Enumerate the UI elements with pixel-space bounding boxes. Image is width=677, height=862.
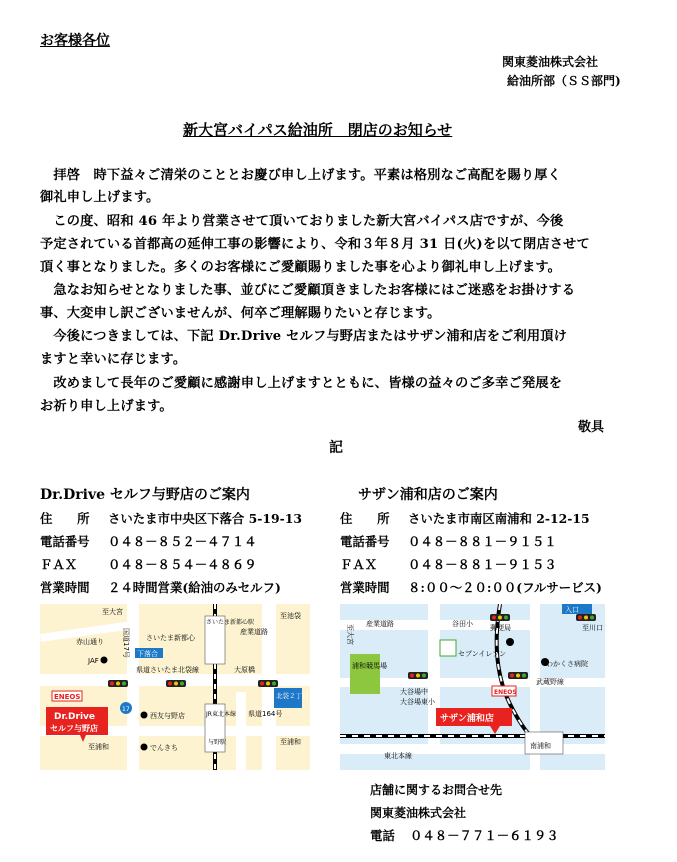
map-label: JR東北本線 [206, 711, 236, 718]
map-label: 県道さいたま北袋線 [136, 666, 199, 674]
store-right-heading: サザン浦和店のご案内 [358, 487, 498, 503]
map-label: 県道164号 [248, 710, 283, 718]
map-label: 大谷場中 [400, 688, 428, 696]
store-left-tel-row [40, 532, 257, 550]
map-label: 産業道路 [240, 628, 268, 636]
body-line: 頂く事となりました。多くのお客様にご愛顧賜りました事を心より御礼申し上げます。 [40, 260, 562, 275]
map-right-svg [340, 604, 605, 770]
contact-tel-label: 電話 [370, 828, 395, 843]
map-label: 北袋２丁目 [276, 692, 309, 700]
map-label: 至池袋 [280, 612, 301, 620]
hours-label: 営業時間 [40, 580, 90, 595]
map-label: 国道17号 [122, 628, 130, 658]
map-label: ENEOS [54, 693, 81, 701]
store-left-heading: Dr.Drive セルフ与野店のご案内 [40, 487, 250, 503]
map-label: 至川口 [582, 624, 603, 632]
map-left [40, 604, 310, 770]
address-value: さいたま市南区南浦和 2-12-15 [408, 511, 590, 526]
map-label: ENEOS [494, 689, 517, 696]
map-right [340, 604, 605, 770]
contact-tel-row [370, 826, 559, 844]
map-label: JAF [88, 657, 99, 665]
address-value: さいたま市中央区下落合 5-19-13 [108, 511, 303, 526]
map-label: 西友与野店 [150, 712, 185, 720]
map-label: さいたま新都心駅 [206, 619, 255, 626]
store-right-tel-row [340, 532, 557, 550]
store-right-hours-row [340, 578, 602, 596]
body-line: この度、昭和 46 年より営業させて頂いておりました新大宮バイパス店ですが、今後 [40, 214, 564, 229]
fax-value: ０４８－８８１－９１５３ [408, 557, 557, 572]
map-label: 赤山通り [76, 638, 104, 646]
department-name: 給油所部（ＳＳ部門) [507, 74, 621, 88]
fax-label: ＦＡＸ [340, 557, 378, 572]
tel-value: ０４８－８５２－４７１４ [108, 534, 257, 549]
body-line: 今後につきましては、下記 Dr.Drive セルフ与野店またはサザン浦和店をご利用頂け [40, 329, 568, 344]
hours-label: 営業時間 [340, 580, 390, 595]
map-label: 谷田小 [452, 620, 473, 628]
map-label: 大原橋 [234, 666, 255, 674]
body-line: 御礼申し上げます。 [40, 190, 160, 205]
tel-label: 電話番号 [340, 534, 390, 549]
map-label: 与野駅 [208, 739, 227, 746]
company-name: 関東菱油株式会社 [502, 55, 599, 69]
map-label: セブンイレブン [458, 650, 507, 658]
map-label: 至浦和 [88, 743, 109, 751]
map-label: 大谷場東小 [400, 698, 435, 706]
map-label: 郵便局 [490, 624, 511, 632]
map-label: セルフ与野店 [50, 724, 98, 733]
address-label: 住 所 [340, 511, 390, 526]
store-left-hours-row [40, 578, 281, 596]
store-left-fax-row [40, 555, 257, 573]
addressee: お客様各位 [40, 33, 110, 49]
map-label: 至大宮 [346, 624, 354, 645]
map-label: 産業道路 [366, 620, 394, 628]
contact-label: 店舗に関するお問合せ先 [370, 783, 503, 797]
fax-label: ＦＡＸ [40, 557, 78, 572]
map-label: 東北本線 [384, 752, 412, 760]
page-title: 新大宮バイパス給油所 閉店のお知らせ [183, 121, 453, 139]
body-line: ますと幸いに存じます。 [40, 352, 187, 367]
contact-company: 関東菱油株式会社 [370, 806, 467, 820]
map-label: さいたま新都心 [146, 634, 195, 642]
map-label: 浦和競馬場 [352, 662, 387, 670]
store-left-address-row [40, 509, 302, 527]
ki-mark: 記 [329, 440, 343, 456]
tel-value: ０４８－８８１－９１５１ [408, 534, 557, 549]
closing-keigu: 敬具 [578, 420, 605, 435]
hours-value: ２４時間営業(給油のみセルフ) [108, 580, 281, 595]
map-label: 17 [122, 706, 130, 713]
store-right-address-row [340, 509, 590, 527]
body-line: 事、大変申し訳ございませんが、何卒ご理解賜りたいと存じます。 [40, 306, 441, 321]
address-label: 住 所 [40, 511, 90, 526]
body-line: お祈り申し上げます。 [40, 399, 173, 414]
store-right-fax-row [340, 555, 557, 573]
map-label: 南浦和 [530, 742, 551, 750]
map-label: わかくさ病院 [546, 660, 588, 668]
map-label: サザン浦和店 [440, 714, 494, 724]
map-label: 至大宮 [102, 608, 123, 616]
map-label: 至浦和 [280, 738, 301, 746]
fax-value: ０４８－８５４－４８６９ [108, 557, 257, 572]
map-label: でんきち [150, 744, 178, 752]
map-left-svg [40, 604, 310, 770]
contact-tel: ０４８－７７１－６１９３ [410, 828, 559, 843]
map-label: 下落合 [137, 650, 158, 658]
tel-label: 電話番号 [40, 534, 90, 549]
body-line: 拝啓 時下益々ご清栄のこととお慶び申し上げます。平素は格別なご高配を賜り厚く [40, 168, 562, 183]
map-label: 武蔵野線 [536, 678, 564, 686]
body-line: 予定されている首都高の延伸工事の影響により、令和３年８月 31 日(火)を以て閉店させて [40, 237, 590, 252]
body-line: 改めまして長年のご愛顧に感謝申し上げますとともに、皆様の益々のご多幸ご発展を [40, 376, 563, 391]
body-line: 急なお知らせとなりました事、並びにご愛顧頂きましたお客様にはご迷惑をお掛けする [40, 283, 576, 298]
map-label: Dr.Drive [54, 712, 96, 722]
map-label: 入口 [565, 606, 579, 614]
hours-value: ８:００～２０:００(フルサービス) [408, 580, 602, 595]
